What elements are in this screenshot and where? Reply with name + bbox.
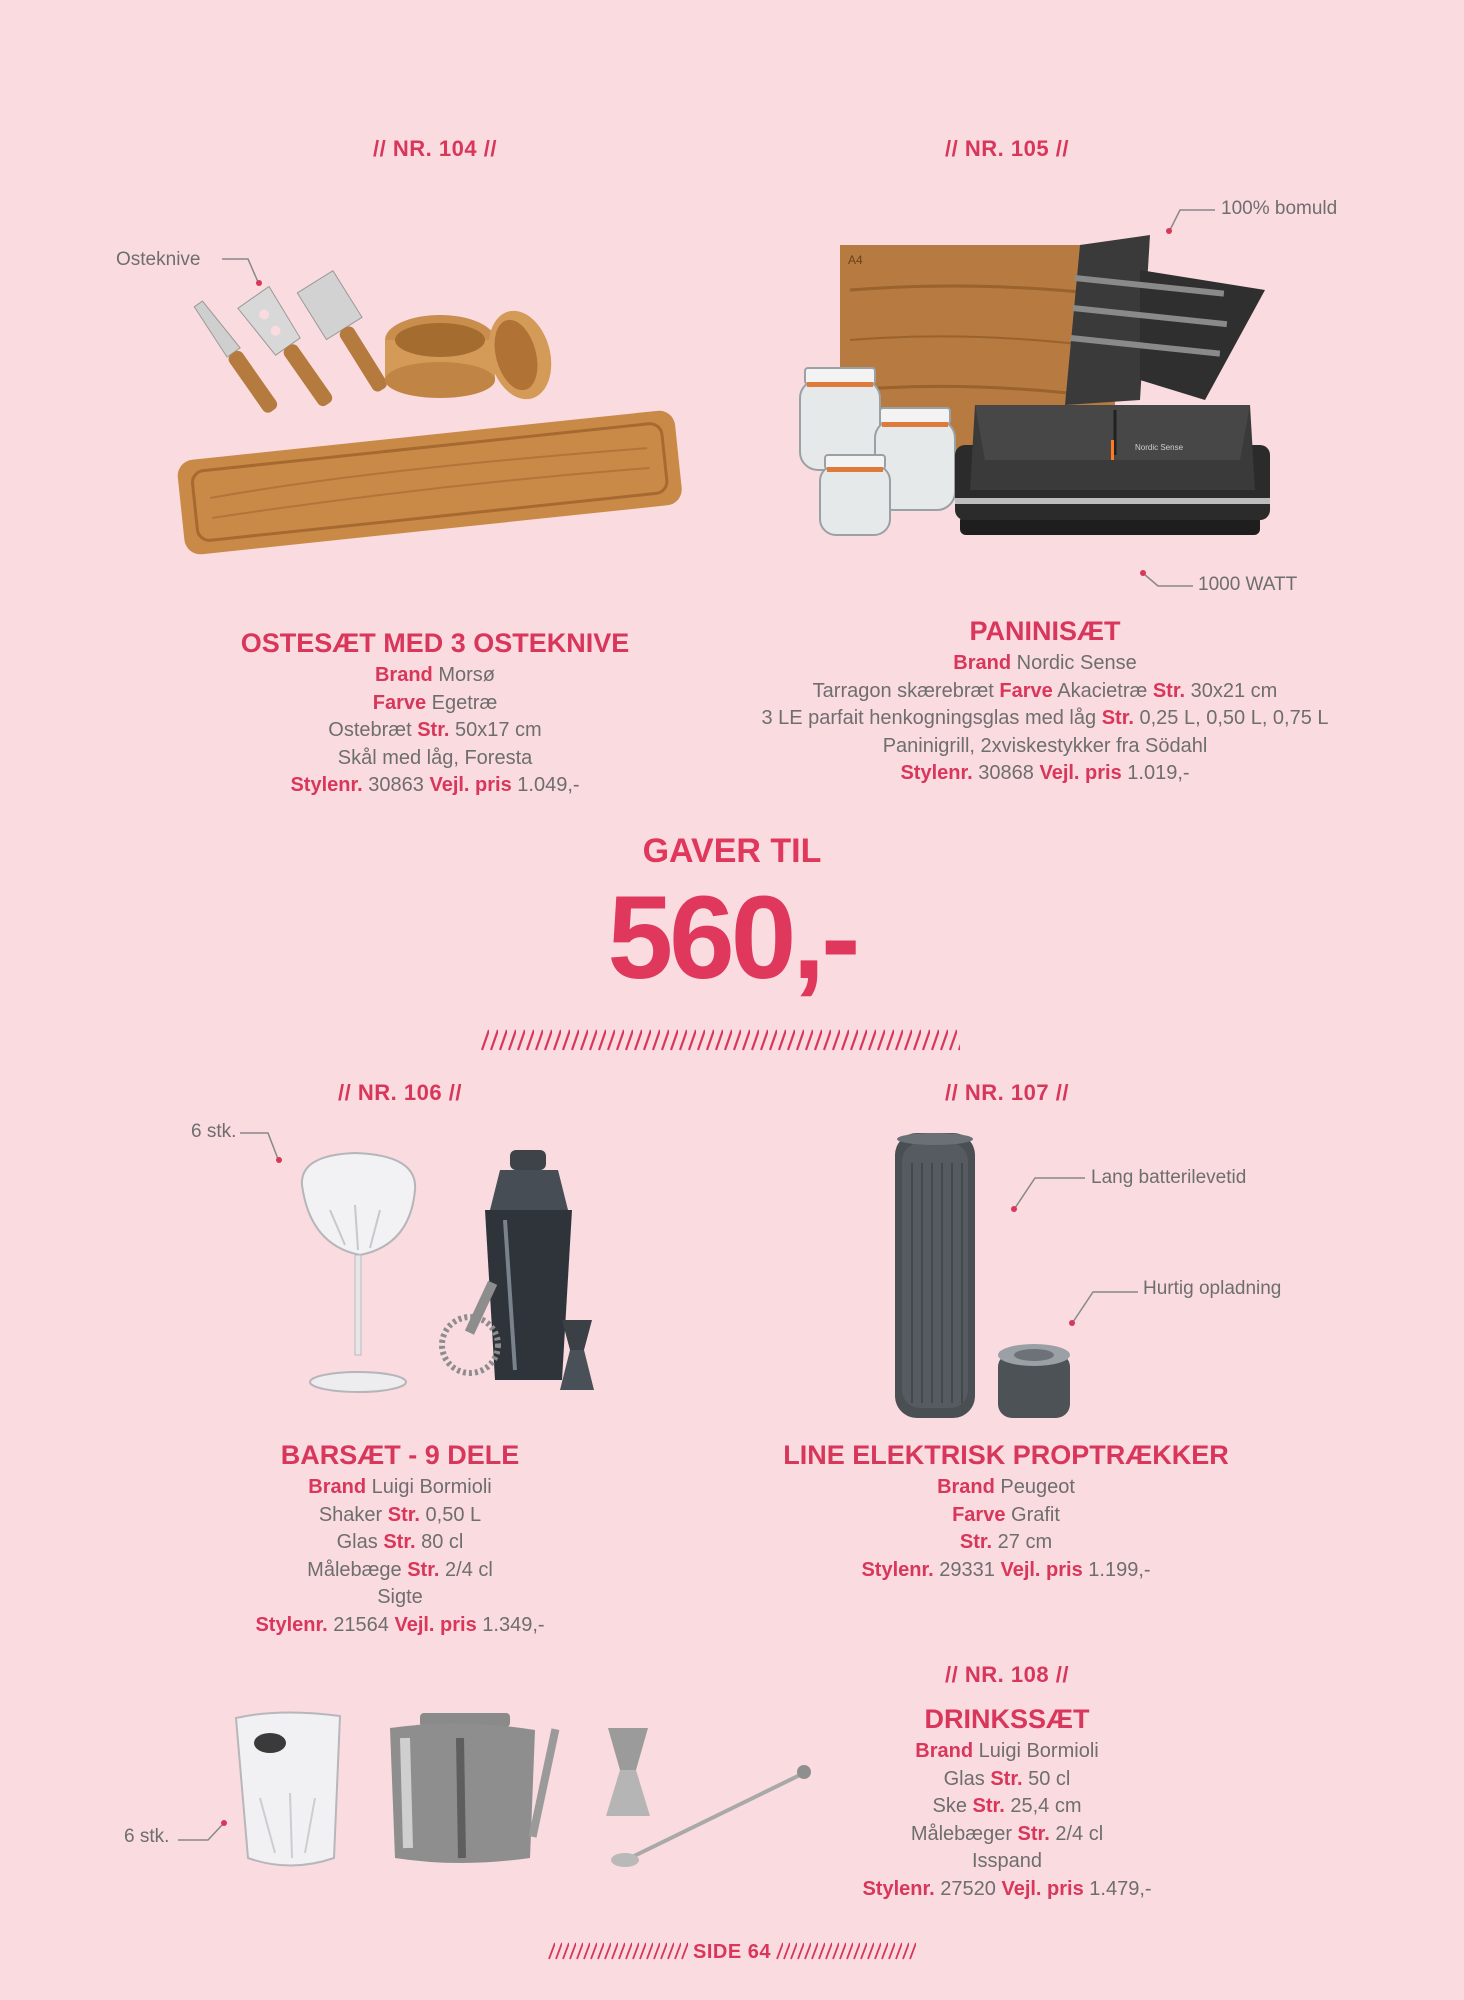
- callout-6-stk-tumbler: 6 stk.: [124, 1826, 170, 1847]
- spec-line: [757, 1876, 1257, 1904]
- spec-key: Stylenr.: [862, 1877, 935, 1900]
- spec-value: 2/4 cl: [1049, 1822, 1104, 1845]
- hatched-divider: [480, 1028, 960, 1052]
- spec-value: 1.049,-: [511, 774, 580, 796]
- board-mark: A4: [848, 253, 863, 267]
- product-specs-108: [757, 1738, 1257, 1903]
- product-number-104: // NR. 104 //: [373, 136, 497, 161]
- spec-key: Str.: [387, 1503, 420, 1526]
- product-title-106: BARSÆT - 9 DELE: [280, 1440, 520, 1470]
- spec-key: Stylenr.: [900, 762, 973, 784]
- spec-line: [757, 1738, 1257, 1766]
- spec-value: Grafit: [1005, 1503, 1060, 1526]
- spec-key: Farve: [999, 679, 1053, 702]
- spec-line: [185, 745, 685, 773]
- callout-1000-watt: 1000 WATT: [1198, 574, 1298, 595]
- product-number-106: // NR. 106 //: [338, 1080, 462, 1105]
- spec-value: 27 cm: [992, 1531, 1053, 1553]
- spec-key: Brand: [937, 1476, 995, 1498]
- callout-line-6stk-tumbler: [178, 1818, 238, 1858]
- gin-glass: [302, 1153, 415, 1392]
- product-number-105: // NR. 105 //: [945, 136, 1069, 161]
- callout-line-6stk: [240, 1125, 300, 1165]
- callout-6-stk-glass: 6 stk.: [191, 1121, 237, 1142]
- spec-value: Shaker: [318, 1503, 388, 1526]
- spec-value: 25,4 cm: [1004, 1795, 1082, 1817]
- spec-value: 0,50 L: [420, 1503, 482, 1526]
- spec-value: 50x17 cm: [449, 719, 542, 741]
- spec-key: Vejl. pris: [1039, 762, 1122, 784]
- tea-towels: [1065, 235, 1265, 405]
- spec-key: Str.: [383, 1531, 416, 1553]
- callout-line-watt: [1138, 568, 1198, 598]
- spec-value: 1.019,-: [1121, 762, 1190, 784]
- foil-cutter: [998, 1344, 1070, 1418]
- spec-key: Str.: [417, 719, 450, 741]
- spec-key: Brand: [308, 1476, 367, 1498]
- spec-line: [150, 1502, 650, 1530]
- spec-line: [150, 1557, 650, 1585]
- spec-key: Str.: [990, 1767, 1023, 1790]
- spec-key: Vejl. pris: [1001, 1877, 1084, 1900]
- spec-line: [185, 717, 685, 745]
- headline-gaver-til: GAVER TIL: [642, 832, 822, 870]
- spec-value: Paninigrill, 2xviskestykker fra Södahl: [882, 734, 1208, 757]
- cheese-set-image: [170, 285, 690, 595]
- headline-price: 560,-: [607, 872, 857, 1004]
- electric-corkscrew: [895, 1133, 975, 1418]
- spec-value: Tarragon skærebræt: [812, 679, 1000, 702]
- spec-key: Str.: [407, 1558, 440, 1581]
- spec-line: [757, 1793, 1257, 1821]
- ice-bucket: [390, 1713, 559, 1863]
- cheese-board: [176, 409, 683, 556]
- cheese-knives: [192, 271, 400, 415]
- spec-line: [695, 733, 1395, 761]
- spec-value: Morsø: [432, 664, 495, 686]
- product-title-104: OSTESÆT MED 3 OSTEKNIVE: [240, 628, 630, 658]
- spec-key: Str.: [959, 1531, 993, 1553]
- spec-value: Sigte: [377, 1586, 423, 1608]
- spec-line: [756, 1529, 1256, 1557]
- spec-key: Brand: [953, 652, 1012, 674]
- spec-value: 50 cl: [1022, 1767, 1071, 1790]
- spec-line: [695, 705, 1395, 733]
- callout-100-bomuld: 100% bomuld: [1221, 198, 1338, 219]
- spec-value: Egetræ: [426, 691, 498, 714]
- spec-line: [150, 1612, 650, 1640]
- spec-value: Glas: [943, 1767, 991, 1790]
- spec-value: 30x21 cm: [1185, 679, 1278, 702]
- spec-value: 1.199,-: [1082, 1558, 1151, 1581]
- drinks-set-image: [230, 1708, 810, 1878]
- spec-value: Akacietræ: [1052, 679, 1153, 702]
- spec-line: [150, 1474, 650, 1502]
- corkscrew-image: [890, 1133, 1090, 1423]
- spec-key: Vejl. pris: [1000, 1558, 1083, 1581]
- spec-line: [757, 1766, 1257, 1794]
- spec-line: [695, 760, 1395, 788]
- spec-value: 80 cl: [415, 1531, 464, 1553]
- bar-set-image: [300, 1150, 640, 1400]
- spec-value: Målebæger: [910, 1822, 1018, 1845]
- spec-value: 2/4 cl: [439, 1558, 493, 1581]
- spec-key: Stylenr.: [255, 1613, 328, 1636]
- spec-line: [757, 1821, 1257, 1849]
- spec-value: 3 LE parfait henkogningsglas med låg: [761, 707, 1102, 729]
- jigger-steel: [606, 1728, 650, 1816]
- panini-set-image: [795, 230, 1275, 560]
- spec-value: Isspand: [971, 1850, 1043, 1872]
- spec-value: Peugeot: [994, 1476, 1075, 1498]
- spec-value: 1.479,-: [1083, 1877, 1152, 1900]
- spec-value: Glas: [336, 1531, 384, 1553]
- spec-line: [695, 650, 1395, 678]
- spec-key: Vejl. pris: [394, 1613, 477, 1636]
- spec-value: Luigi Bormioli: [366, 1476, 492, 1498]
- tumbler-glass: [236, 1712, 340, 1865]
- product-title-105: PANINISÆT: [969, 616, 1121, 646]
- spec-line: [185, 690, 685, 718]
- spec-value: Nordic Sense: [1011, 652, 1137, 674]
- page-number: SIDE 64: [693, 1941, 771, 1963]
- wooden-bowl: [385, 304, 561, 406]
- footer-hatch-right: [776, 1942, 916, 1960]
- callout-osteknive: Osteknive: [116, 249, 201, 270]
- spec-value: 27520: [934, 1877, 1002, 1900]
- spec-value: Ostebræt: [328, 719, 418, 741]
- callout-hurtig-opladning: Hurtig opladning: [1143, 1278, 1282, 1299]
- spec-key: Vejl. pris: [429, 774, 512, 796]
- spec-line: [150, 1529, 650, 1557]
- spec-line: [150, 1584, 650, 1612]
- spec-value: 0,25 L, 0,50 L, 0,75 L: [1133, 707, 1329, 729]
- spec-line: [695, 678, 1395, 706]
- grill-brand-label: Nordic Sense: [1135, 443, 1184, 452]
- product-specs-105: [695, 650, 1395, 788]
- spec-key: Stylenr.: [861, 1558, 934, 1581]
- spec-key: Str.: [1152, 679, 1186, 702]
- spec-value: 1.349,-: [476, 1613, 545, 1636]
- product-title-108: DRINKSSÆT: [924, 1704, 1090, 1734]
- product-title-107: LINE ELEKTRISK PROPTRÆKKER: [783, 1440, 1229, 1470]
- product-specs-107: [756, 1474, 1256, 1584]
- spec-key: Str.: [972, 1795, 1005, 1817]
- spec-key: Brand: [915, 1740, 974, 1762]
- spec-value: Ske: [932, 1795, 973, 1817]
- product-number-108: // NR. 108 //: [945, 1662, 1069, 1687]
- spec-value: 30863: [362, 774, 430, 796]
- spec-line: [756, 1557, 1256, 1585]
- spec-line: [757, 1848, 1257, 1876]
- callout-lang-batterilevetid: Lang batterilevetid: [1091, 1167, 1247, 1188]
- spec-key: Str.: [1101, 707, 1134, 729]
- panini-grill: [955, 405, 1270, 535]
- spec-key: Stylenr.: [290, 774, 363, 796]
- spec-line: [756, 1474, 1256, 1502]
- spec-key: Brand: [374, 664, 433, 686]
- jigger: [560, 1320, 594, 1390]
- spec-value: Målebæge: [307, 1558, 408, 1581]
- spec-line: [185, 772, 685, 800]
- product-specs-104: [185, 662, 685, 800]
- spec-value: 30868: [972, 762, 1040, 784]
- product-specs-106: [150, 1474, 650, 1639]
- strainer: [442, 1281, 498, 1373]
- product-number-107: // NR. 107 //: [945, 1080, 1069, 1105]
- spec-value: 21564: [327, 1613, 395, 1636]
- spec-value: 29331: [933, 1558, 1001, 1581]
- spec-key: Str.: [1017, 1822, 1050, 1845]
- spec-line: [185, 662, 685, 690]
- spec-value: Skål med låg, Foresta: [337, 746, 533, 769]
- spec-key: Farve: [372, 691, 427, 714]
- spec-value: Luigi Bormioli: [973, 1740, 1099, 1762]
- spec-key: Farve: [952, 1503, 1006, 1526]
- spec-line: [756, 1502, 1256, 1530]
